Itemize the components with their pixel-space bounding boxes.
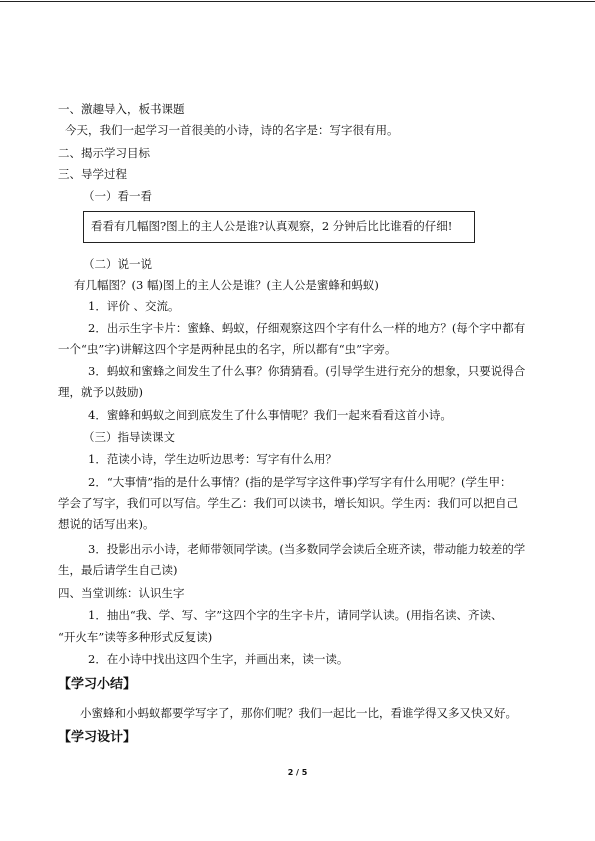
read-step-3-line-2: 生，最后请学生自己读) <box>58 563 178 577</box>
read-step-2-line-2: 学会了写字，我们可以写信。学生乙：我们可以读书，增长知识。学生丙：我们可以把自己 <box>58 496 518 510</box>
page-number: 2 / 5 <box>287 768 308 777</box>
task-box <box>83 211 475 243</box>
read-step-1: 1．范读小诗，学生边听边思考：写字有什么用？ <box>88 452 337 466</box>
summary-heading: 【学习小结】 <box>58 677 137 692</box>
step-4: 4．蜜蜂和蚂蚁之间到底发生了什么事情呢？我们一起来看看这首小诗。 <box>88 408 452 422</box>
step-1: 1．评价 、交流。 <box>88 299 180 313</box>
section-3-heading: 三、导学过程 <box>58 167 127 181</box>
task-box-text: 看看有几幅图?图上的主人公是谁?认真观察，2 分钟后比比谁看的仔细! <box>91 219 453 233</box>
question-line: 有几幅图？(3 幅)图上的主人公是谁？(主人公是蜜蜂和蚂蚁) <box>74 278 379 292</box>
read-step-3-line-1: 3．投影出示小诗，老师带领同学读。(当多数同学会读后全班齐读，带动能力较差的学 <box>88 542 526 556</box>
section-2-heading: 二、揭示学习目标 <box>58 146 150 160</box>
header-rule <box>0 1 595 2</box>
practice-step-1-line-1: 1．抽出“我、学、写、字”这四个字的生字卡片，请同学认读。(用指名读、齐读、 <box>88 608 503 622</box>
step-2-line-1: 2．出示生字卡片：蜜蜂、蚂蚁，仔细观察这四个字有什么一样的地方？(每个字中都有 <box>88 321 526 335</box>
practice-step-2: 2．在小诗中找出这四个生字，并画出来，读一读。 <box>88 652 349 666</box>
section-1-heading: 一、激趣导入，板书课题 <box>58 102 185 116</box>
subsection-say-heading: （二）说一说 <box>83 257 152 271</box>
summary-paragraph: 小蜜蜂和小蚂蚁都要学写字了，那你们呢？我们一起比一比，看谁学得又多又快又好。 <box>80 706 517 720</box>
step-3-line-1: 3．蚂蚁和蜜蜂之间发生了什么事？你猜猜看。(引导学生进行充分的想象，只要说得合 <box>88 364 526 378</box>
practice-step-1-line-2: “开火车”读等多种形式反复读) <box>58 630 213 644</box>
intro-paragraph: 今天，我们一起学习一首很美的小诗，诗的名字是：写字很有用。 <box>65 123 399 137</box>
subsection-look-heading: （一）看一看 <box>83 189 152 203</box>
read-step-2-line-1: 2．“大事情”指的是什么事情？(指的是学写字这件事)学写字有什么用呢？(学生甲： <box>88 475 512 489</box>
section-4-heading: 四、当堂训练：认识生字 <box>58 586 185 600</box>
step-3-line-2: 理，就予以鼓励) <box>58 385 143 399</box>
design-heading: 【学习设计】 <box>58 730 137 745</box>
subsection-read-heading: （三）指导读课文 <box>83 430 175 444</box>
read-step-2-line-3: 想说的话写出来)。 <box>58 517 155 531</box>
step-2-line-2: 一个“虫”字)讲解这四个字是两种昆虫的名字，所以都有“虫”字旁。 <box>58 342 397 356</box>
